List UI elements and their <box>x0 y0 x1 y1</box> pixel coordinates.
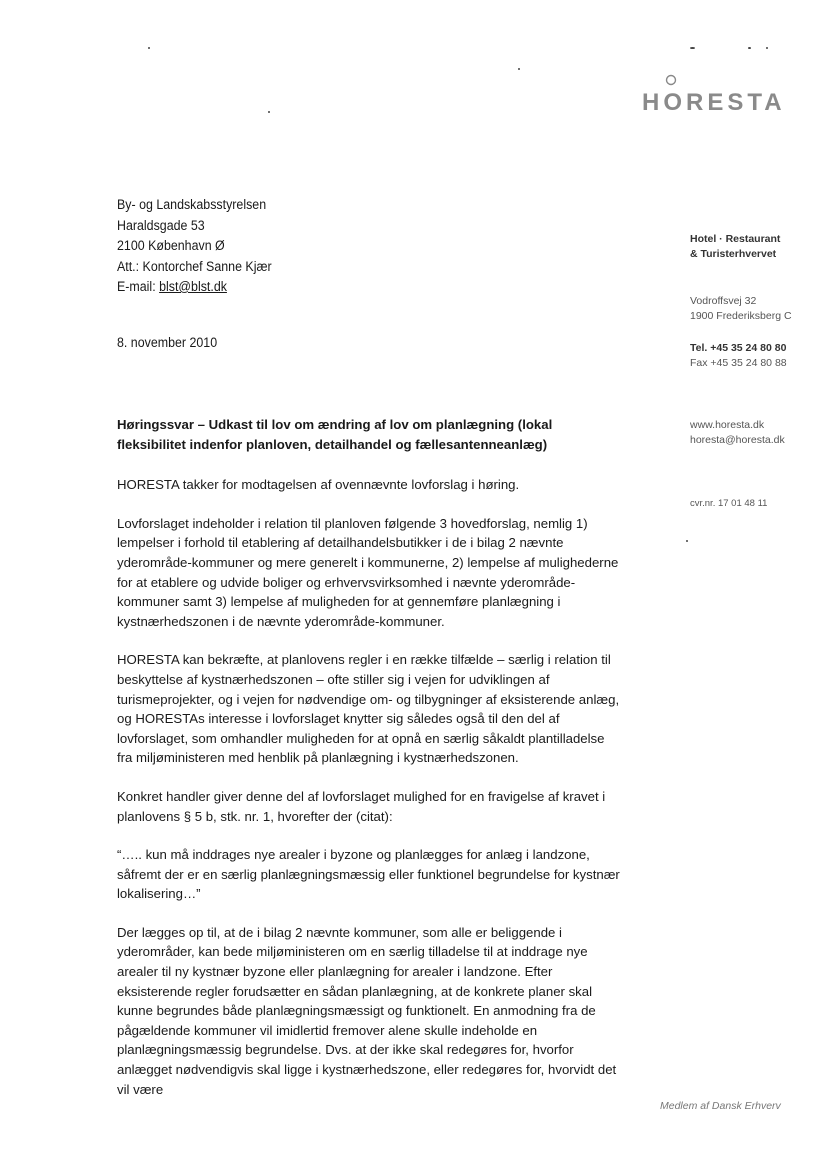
body-paragraph: HORESTA kan bekræfte, at planlovens regler i en række tilfælde – særlig i relation til beskyttelse af kystnærhedszonen – ofte stiller sig i vejen for udviklingen af turismeprojekter, og i vejen for nødvendige om- og tilbygninger af eksisterende anlæg, og HORESTAs interesse i lovforslaget knytter sig således også til den del af lovforslaget, som omhandler muligheden for at opnå en særlig såkaldt plantilladelse fra miljøministeren med henblik på planlægning i kystnærhedszonen. <box>117 652 620 766</box>
fax-number: Fax +45 35 24 80 88 <box>690 357 787 369</box>
horesta-logo <box>640 72 790 116</box>
body-paragraph: Der lægges op til, at de i bilag 2 nævnte kommuner, som alle er beliggende i yderområder, kan bede miljøministeren om en særlig tilladelse til at inddrage nye arealer til ny kystnær byzone eller planlægning for arealer i landzone. Efter eksisterende regler forudsætter en sådan planlægning, at de konkrete planer skal kunne begrundes både planlægningsmæssigt og funktionelt. En anmodning fra de pågældende kommuner vil imidlertid fremover alene skulle indeholde en planlægningsmæssig begrundelse. Dvs. at der ikke skal redegøres for, hvorfor anlægget nødvendigvis skal ligge i kystnærhedszone, eller redegøres for, hvorvidt det vil være <box>117 924 617 1097</box>
footer-membership: Medlem af Dansk Erhverv <box>660 1100 781 1112</box>
body-paragraph: Konkret handler giver denne del af lovforslaget mulighed for en fravigelse af kravet i planlovens § 5 b, stk. nr. 1, hvorefter der (citat): <box>117 788 606 824</box>
scan-speck <box>748 47 751 49</box>
body-paragraph: Lovforslaget indeholder i relation til planloven følgende 3 hovedforslag, nemlig 1) lempelser i forhold til etablering af detailhandelsbutikker i de i bilag 2 nævnte yderområde-kommuner og mere generelt i kommunerne, 2) lempelse af mulighederne for at etablere og udvide boliger og erhvervsvirksomhed i nævnte yderområde-kommuner samt 3) lempelse af muligheden for at gennemføre planlægning i kystnærhedszonen i de nævnte yderområde-kommuner. <box>117 515 619 629</box>
org-line: Hotel · Restaurant <box>690 233 781 245</box>
scan-speck <box>518 68 520 70</box>
scan-speck <box>686 540 688 542</box>
address-line: Vodroffsvej 32 <box>690 295 757 307</box>
letter-body <box>117 415 622 1118</box>
recipient-line: 2100 København Ø <box>117 238 225 253</box>
recipient-line: Att.: Kontorchef Sanne Kjær <box>117 258 272 274</box>
quote-paragraph: “….. kun må inddrages nye arealer i byzone og planlægges for anlæg i landzone, såfremt der er en særlig planlægningsmæssig eller funktionel begrundelse for kystnær lokalisering…” <box>117 847 620 902</box>
recipient-line: By- og Landskabsstyrelsen <box>117 197 267 212</box>
body-paragraph: HORESTA takker for modtagelsen af ovennævnte lovforslag i høring. <box>117 477 520 493</box>
logo-text: HORESTA <box>642 89 786 116</box>
subject-heading: Høringssvar – Udkast til lov om ændring af lov om planlægning (lokal fleksibilitet indenfor planloven, detailhandel og fællesantenneanlæg) <box>117 417 553 452</box>
email-link[interactable]: blst@blst.dk <box>159 279 227 294</box>
cvr-number: cvr.nr. 17 01 48 11 <box>690 498 768 509</box>
recipient-address <box>117 195 393 298</box>
scan-speck <box>148 47 150 49</box>
address-line: 1900 Frederiksberg C <box>690 310 792 322</box>
tel-number: Tel. +45 35 24 80 80 <box>690 342 787 354</box>
org-line: & Turisterhvervet <box>690 248 777 260</box>
scan-speck <box>766 47 768 49</box>
letter-date: 8. november 2010 <box>117 335 218 350</box>
email-address[interactable]: horesta@horesta.dk <box>690 434 785 446</box>
recipient-email-line <box>117 277 393 298</box>
email-label: E-mail: <box>117 279 160 294</box>
scan-speck <box>690 47 695 49</box>
scan-speck <box>268 111 270 113</box>
website-link[interactable]: www.horesta.dk <box>690 419 765 431</box>
recipient-line: Haraldsgade 53 <box>117 217 205 233</box>
